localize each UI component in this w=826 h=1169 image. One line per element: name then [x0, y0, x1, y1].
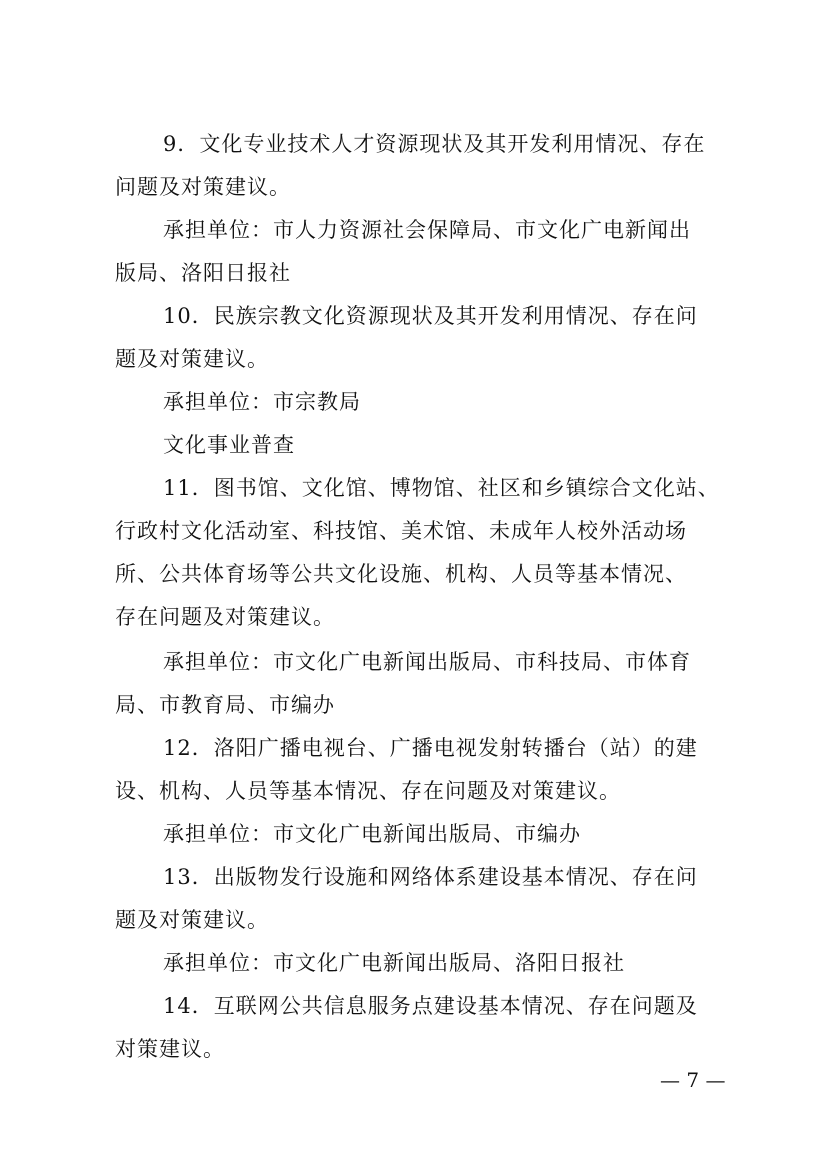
unit-9-line-2: 版局、洛阳日报社 [115, 261, 291, 285]
paragraph-11-line-1: 11．图书馆、文化馆、博物馆、社区和乡镇综合文化站、 [163, 476, 720, 500]
paragraph-11-line-3: 所、公共体育场等公共文化设施、机构、人员等基本情况、 [115, 562, 687, 586]
paragraph-10-line-2: 题及对策建议。 [115, 347, 269, 371]
paragraph-14-line-2: 对策建议。 [115, 1037, 225, 1061]
unit-9-line-1: 承担单位：市人力资源社会保障局、市文化广电新闻出 [163, 218, 691, 242]
paragraph-12-line-2: 设、机构、人员等基本情况、存在问题及对策建议。 [115, 779, 621, 803]
section-heading: 文化事业普查 [163, 433, 295, 457]
paragraph-13-line-2: 题及对策建议。 [115, 908, 269, 932]
paragraph-11-line-4: 存在问题及对策建议。 [115, 605, 335, 629]
paragraph-10-line-1: 10．民族宗教文化资源现状及其开发利用情况、存在问 [163, 304, 698, 328]
paragraph-13-line-1: 13．出版物发行设施和网络体系建设基本情况、存在问 [163, 865, 698, 889]
page-number: — 7 — [660, 1068, 726, 1092]
paragraph-9-line-2: 问题及对策建议。 [115, 175, 291, 199]
paragraph-14-line-1: 14．互联网公共信息服务点建设基本情况、存在问题及 [163, 994, 698, 1018]
paragraph-12-line-1: 12．洛阳广播电视台、广播电视发射转播台（站）的建 [163, 736, 698, 760]
unit-11-line-2: 局、市教育局、市编办 [115, 693, 335, 717]
unit-13: 承担单位：市文化广电新闻出版局、洛阳日报社 [163, 951, 625, 975]
paragraph-9-line-1: 9．文化专业技术人才资源现状及其开发利用情况、存在 [163, 132, 706, 156]
unit-10: 承担单位：市宗教局 [163, 390, 361, 414]
unit-12: 承担单位：市文化广电新闻出版局、市编办 [163, 822, 581, 846]
unit-11-line-1: 承担单位：市文化广电新闻出版局、市科技局、市体育 [163, 650, 691, 674]
paragraph-11-line-2: 行政村文化活动室、科技馆、美术馆、未成年人校外活动场 [115, 519, 687, 543]
